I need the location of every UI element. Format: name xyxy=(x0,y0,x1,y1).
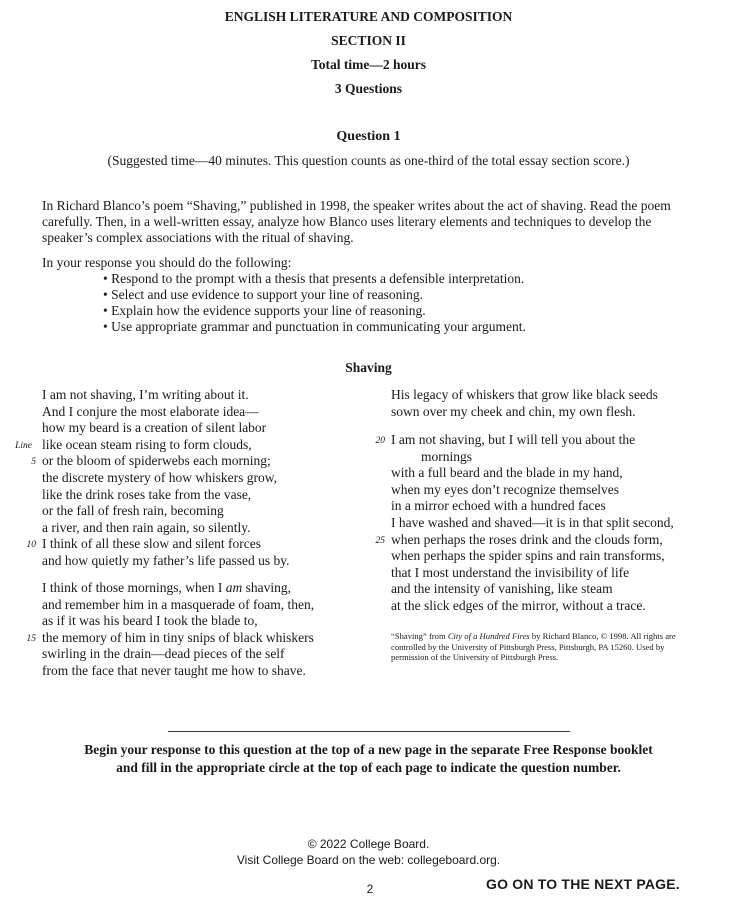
next-page-note: GO ON TO THE NEXT PAGE. xyxy=(486,876,680,892)
requirement-item: • Respond to the prompt with a thesis that presents a defensible interpretation. xyxy=(103,271,525,286)
poem-line: 10 I think of all these slow and silent forces xyxy=(42,536,289,553)
poem-line: with a full beard and the blade in my hand, xyxy=(391,465,623,481)
line-number: 15 xyxy=(26,633,36,644)
poem-line: as if it was his beard I took the blade to, xyxy=(42,613,258,629)
poem-line: the discrete mystery of how whiskers grow, xyxy=(42,469,277,485)
line-number: 10 xyxy=(26,540,36,551)
poem-stanza-left-2 xyxy=(26,580,315,680)
poem-line: And I conjure the most elaborate idea— xyxy=(42,403,259,419)
question-timing: (Suggested time—40 minutes. This question counts as one-third of the total essay section score.) xyxy=(107,153,630,168)
poem-line: a river, and then rain again, so silently. xyxy=(42,519,251,535)
poem-credit: “Shaving” from City of a Hundred Fires by Richard Blanco, © 1998. All rights are controlled by the University of Pittsburgh Press, Pittsburgh, PA 15260. Used by permission of the University of Pittsburgh Press. xyxy=(391,631,676,663)
response-instructions xyxy=(0,741,737,777)
poem-line-continuation: mornings xyxy=(421,448,473,464)
poem-line: when my eyes don’t recognize themselves xyxy=(391,481,620,497)
poem-line: 5 or the bloom of spiderwebs each morning; xyxy=(42,453,289,470)
poem-line: Line like ocean steam rising to form clouds, xyxy=(42,437,289,454)
poem-line: from the face that never taught me how to shave. xyxy=(42,662,306,678)
requirement-item: • Explain how the evidence supports your line of reasoning. xyxy=(103,303,426,318)
poem-line: in a mirror echoed with a hundred faces xyxy=(391,498,606,514)
copyright: © 2022 College Board. xyxy=(307,837,430,851)
poem-line: 15 the memory of him in tiny snips of black whiskers xyxy=(42,630,314,647)
page-number: 2 xyxy=(366,882,374,896)
poem-line: that I most understand the invisibility of life xyxy=(391,564,630,580)
website-note: Visit College Board on the web: collegeboard.org. xyxy=(236,853,501,867)
instruction-line: and fill in the appropriate circle at the top of each page to indicate the question number. xyxy=(116,760,621,775)
requirement-item: • Use appropriate grammar and punctuation in communicating your argument. xyxy=(103,319,526,334)
poem-line: His legacy of whiskers that grow like black seeds xyxy=(391,387,658,402)
section-title: SECTION II xyxy=(331,33,406,48)
poem-line: swirling in the drain—dead pieces of the self xyxy=(42,646,285,662)
footer xyxy=(0,836,737,868)
poem-line: sown over my cheek and chin, my own flesh. xyxy=(391,403,636,419)
question-title: Question 1 xyxy=(336,129,401,144)
total-time: Total time—2 hours xyxy=(310,57,426,72)
poem-line: at the slick edges of the mirror, without a trace. xyxy=(391,597,646,613)
line-label: Line xyxy=(15,440,32,451)
poem-line: when perhaps the spider spins and rain transforms, xyxy=(391,548,665,564)
poem-line: and the intensity of vanishing, like steam xyxy=(391,581,613,597)
poem-stanza-right-1 xyxy=(391,387,658,420)
poem-line: or the fall of fresh rain, becoming xyxy=(42,503,224,519)
exam-title: ENGLISH LITERATURE AND COMPOSITION xyxy=(224,9,513,24)
requirements-list xyxy=(103,271,526,335)
poem-title: Shaving xyxy=(345,360,392,375)
line-number: 25 xyxy=(375,535,385,546)
poem-line: how my beard is a creation of silent labor xyxy=(42,420,267,436)
instruction-line: Begin your response to this question at the top of a new page in the separate Free Response booklet xyxy=(84,742,653,757)
poem-stanza-right-2 xyxy=(375,432,674,615)
question-prompt: In Richard Blanco’s poem “Shaving,” published in 1998, the speaker writes about the act of shaving. Read the poem carefully. Then, in a well-written essay, analyze how Blanco uses literary elements and techniques to develop the speaker’s complex associations with the ritual of shaving. xyxy=(42,198,671,245)
poem-line: like the drink roses take from the vase, xyxy=(42,486,252,502)
poem-line: I think of those mornings, when I am shaving, xyxy=(42,580,291,595)
question-count: 3 Questions xyxy=(334,81,403,96)
divider xyxy=(168,731,570,732)
poem-stanza-left-1 xyxy=(15,387,290,570)
poem-line: 25 when perhaps the roses drink and the clouds form, xyxy=(391,532,674,549)
poem-line: 20 I am not shaving, but I will tell you about the xyxy=(391,432,674,449)
requirement-item: • Select and use evidence to support your line of reasoning. xyxy=(103,287,424,302)
emphasis: am xyxy=(225,580,243,595)
book-title: City of a Hundred Fires xyxy=(447,631,530,641)
poem-line: and how quietly my father’s life passed us by. xyxy=(42,552,290,568)
poem-line: I am not shaving, I’m writing about it. xyxy=(42,387,249,402)
poem-line: and remember him in a masquerade of foam, then, xyxy=(42,596,315,612)
line-number: 5 xyxy=(31,457,36,468)
line-number: 20 xyxy=(375,436,385,446)
instructions-lead: In your response you should do the following: xyxy=(42,255,292,270)
poem-line: I have washed and shaved—it is in that split second, xyxy=(391,514,674,530)
